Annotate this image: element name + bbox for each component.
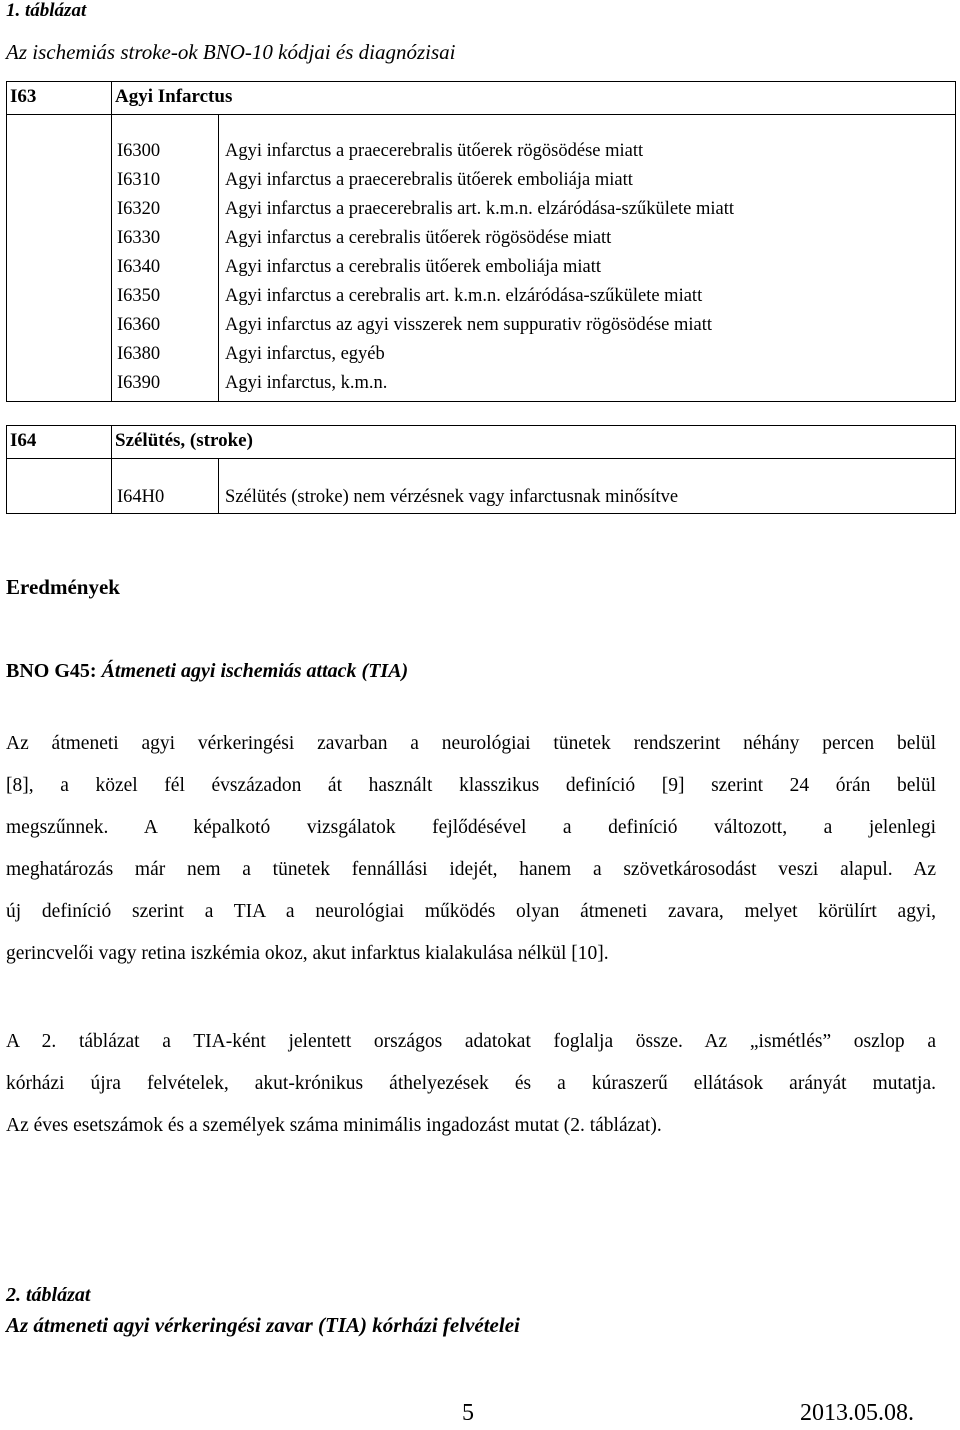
group-code: I64 [10,430,37,451]
paragraph-line: Az éves esetszámok és a személyek száma minimális ingadozást mutat (2. táblázat). [6,1115,662,1136]
table2-caption-title: Az átmeneti agyi vérkeringési zavar (TIA) kórházi felvételei [6,1313,520,1337]
paragraph-line: megszűnnek. A képalkotó vizsgálatok fejlődésével a definíció változott, a jelenlegi [6,817,936,838]
table-caption-title: Az ischemiás stroke-ok BNO-10 kódjai és diagnózisai [6,40,456,64]
row-desc: Agyi infarctus a cerebralis art. k.m.n. elzáródása-szűkülete miatt [225,286,703,306]
row-code: I6300 [117,141,161,161]
page-number: 5 [462,1400,474,1426]
row-code: I6310 [117,170,161,190]
paragraph-line: Az átmeneti agyi vérkeringési zavarban a neurológiai tünetek rendszerint néhány percen belül [6,733,936,754]
row-desc: Agyi infarctus a praecerebralis ütőerek rögösödése miatt [225,141,644,161]
row-code: I6320 [117,199,161,219]
section-heading-results: Eredmények [6,575,120,599]
footer-date: 2013.05.08. [800,1400,914,1426]
row-desc: Agyi infarctus a praecerebralis ütőerek emboliája miatt [225,170,633,190]
row-desc: Agyi infarctus, k.m.n. [225,373,388,393]
row-desc: Agyi infarctus, egyéb [225,344,385,364]
row-code: I6340 [117,257,161,277]
paragraph-line: kórházi újra felvételek, akut-krónikus áthelyezések és a kúraszerű ellátások arányát mutatja. [6,1073,936,1094]
table-caption-number: 1. táblázat [6,0,87,21]
row-desc: Agyi infarctus a cerebralis ütőerek rögösödése miatt [225,228,612,248]
paragraph-table-summary [6,1021,936,1147]
group-code: I63 [10,86,37,107]
row-code: I6350 [117,286,161,306]
paragraph-line: [8], a közel fél évszázadon át használt klasszikus definíció [9] szerint 24 órán belül [6,775,936,796]
bno-title: Átmeneti agyi ischemiás attack (TIA) [101,660,409,682]
row-code: I6390 [117,373,161,393]
row-desc: Szélütés (stroke) nem vérzésnek vagy infarctusnak minősítve [225,487,679,507]
group-header [6,81,956,115]
paragraph-line: A 2. táblázat a TIA-ként jelentett országos adatokat foglalja össze. Az „ismétlés” oszlop a [6,1031,936,1052]
row-code: I64H0 [117,487,165,507]
paragraph-tia-definition [6,723,936,975]
group-body [6,458,956,514]
paragraph-line: új definíció szerint a TIA a neurológiai működés olyan átmeneti zavara, melyet körülírt agyi, [6,901,936,922]
group-name: Agyi Infarctus [115,86,233,107]
paragraph-line: gerincvelői vagy retina iszkémia okoz, akut infarktus kialakulása nélkül [10]. [6,943,609,964]
row-desc: Agyi infarctus az agyi visszerek nem suppurativ rögösödése miatt [225,315,713,335]
group-name: Szélütés, (stroke) [115,430,253,451]
group-body [6,114,956,402]
table2-caption-number: 2. táblázat [6,1284,91,1306]
row-code: I6380 [117,344,161,364]
row-desc: Agyi infarctus a praecerebralis art. k.m.n. elzáródása-szűkülete miatt [225,199,735,219]
group-header [6,425,956,459]
row-code: I6330 [117,228,161,248]
row-code: I6360 [117,315,161,335]
bno-prefix: BNO G45: [6,660,102,682]
paragraph-line: meghatározás már nem a tünetek fennállási idejét, hanem a szövetkárosodást veszi alapul. Az [6,859,936,880]
row-desc: Agyi infarctus a cerebralis ütőerek emboliája miatt [225,257,602,277]
bno-heading [6,660,408,683]
